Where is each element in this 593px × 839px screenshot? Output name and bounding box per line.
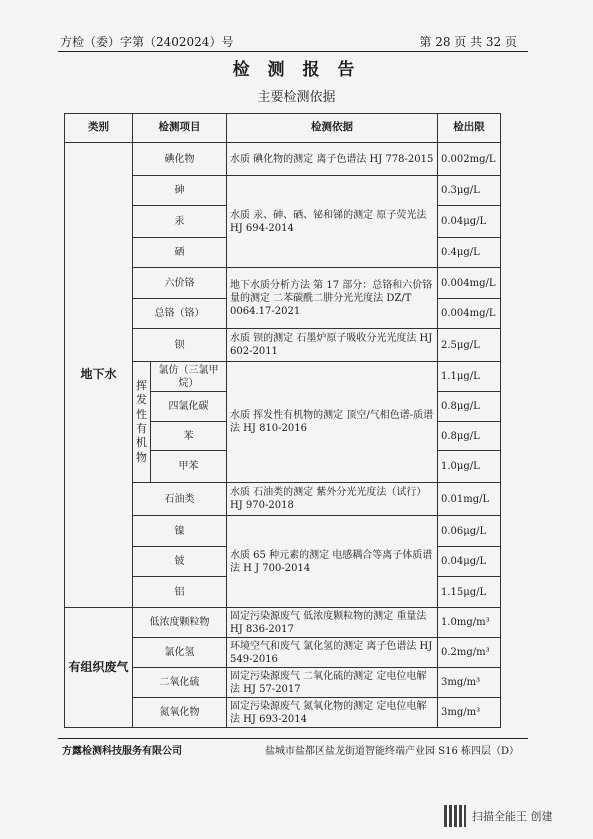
- basis-cell: 水质 汞、砷、硒、铋和锑的测定 原子荧光法 HJ 694-2014: [227, 176, 438, 268]
- basis-cell: 环境空气和废气 氯化氢的测定 离子色谱法 HJ 549-2016: [227, 638, 438, 668]
- limit-cell: 0.2mg/m³: [438, 638, 501, 668]
- item-cell: 二氧化硫: [133, 668, 227, 698]
- basis-cell: 固定污染源废气 低浓度颗粒物的测定 重量法 HJ 836-2017: [227, 608, 438, 638]
- report-subtitle: 主要检测依据: [257, 90, 336, 105]
- basis-cell: 水质 65 种元素的测定 电感耦合等离子体质谱法 H J 700-2014: [227, 516, 438, 608]
- report-number: 方检（委）字第（2402024）号: [60, 35, 234, 49]
- limit-cell: 2.5μg/L: [438, 329, 501, 362]
- item-cell: 碘化物: [133, 143, 227, 176]
- limit-cell: 0.004mg/L: [438, 299, 501, 329]
- company-name: 方露检测科技服务有限公司: [62, 746, 182, 757]
- limit-cell: 1.0μg/L: [438, 451, 501, 483]
- col-header-item: 检测项目: [133, 114, 227, 143]
- limit-cell: 3mg/m³: [438, 668, 501, 698]
- limit-cell: 3mg/m³: [438, 698, 501, 728]
- item-cell: 六价铬: [133, 268, 227, 299]
- item-cell: 镍: [133, 516, 227, 547]
- table-row: [65, 143, 501, 176]
- basis-cell: 水质 碘化物的测定 离子色谱法 HJ 778-2015: [227, 143, 438, 176]
- basis-table: [64, 113, 501, 728]
- group-cell: 挥发性有机物: [133, 362, 151, 483]
- item-cell: 甲苯: [151, 451, 227, 483]
- table-header-row: [65, 114, 501, 143]
- item-cell: 氮氧化物: [133, 698, 227, 728]
- item-cell: 苯: [151, 422, 227, 451]
- basis-cell: 水质 挥发性有机物的测定 顶空/气相色谱-质谱法 HJ 810-2016: [227, 362, 438, 483]
- limit-cell: 1.15μg/L: [438, 577, 501, 608]
- item-cell: 总铬（铬）: [133, 299, 227, 329]
- limit-cell: 0.01mg/L: [438, 483, 501, 516]
- page-info: 第 28 页 共 32 页: [419, 35, 517, 49]
- company-address: 盐城市盐都区盐龙街道智能终端产业园 S16 栋四层（D）: [265, 746, 519, 757]
- limit-cell: 0.4μg/L: [438, 238, 501, 268]
- basis-cell: 固定污染源废气 氮氧化物的测定 定电位电解法 HJ 693-2014: [227, 698, 438, 728]
- item-cell: 硒: [133, 238, 227, 268]
- item-cell: 钡: [133, 329, 227, 362]
- table-row: [65, 608, 501, 638]
- item-cell: 石油类: [133, 483, 227, 516]
- limit-cell: 0.04μg/L: [438, 206, 501, 238]
- basis-cell: 固定污染源废气 二氧化硫的测定 定电位电解法 HJ 57-2017: [227, 668, 438, 698]
- limit-cell: 0.3μg/L: [438, 176, 501, 206]
- item-cell: 四氯化碳: [151, 392, 227, 422]
- item-cell: 铍: [133, 547, 227, 577]
- category-cell: 地下水: [65, 143, 133, 608]
- col-header-limit: 检出限: [438, 114, 501, 143]
- limit-cell: 0.8μg/L: [438, 422, 501, 451]
- basis-cell: 地下水质分析方法 第 17 部分：总铬和六价铬量的测定 二苯碳酰二肼分光光度法 DZ/T 0064.17-2021: [227, 268, 438, 329]
- item-cell: 低浓度颗粒物: [133, 608, 227, 638]
- report-title: 检 测 报 告: [232, 60, 361, 80]
- basis-cell: 水质 钡的测定 石墨炉原子吸收分光光度法 HJ 602-2011: [227, 329, 438, 362]
- category-cell: 有组织废气: [65, 608, 133, 728]
- item-cell: 氯化氢: [133, 638, 227, 668]
- item-cell: 汞: [133, 206, 227, 238]
- header-rule: [58, 51, 528, 52]
- item-cell: 氯仿（三氯甲烷）: [151, 362, 227, 392]
- limit-cell: 0.002mg/L: [438, 143, 501, 176]
- limit-cell: 1.0mg/m³: [438, 608, 501, 638]
- scanner-watermark: 扫描全能王 创建: [472, 810, 553, 823]
- limit-cell: 0.06μg/L: [438, 516, 501, 547]
- limit-cell: 0.8μg/L: [438, 392, 501, 422]
- item-cell: 砷: [133, 176, 227, 206]
- qr-code-icon: [444, 805, 466, 827]
- limit-cell: 1.1μg/L: [438, 362, 501, 392]
- item-cell: 铝: [133, 577, 227, 608]
- col-header-category: 类别: [65, 114, 133, 143]
- limit-cell: 0.04μg/L: [438, 547, 501, 577]
- basis-cell: 水质 石油类的测定 紫外分光光度法（试行） HJ 970-2018: [227, 483, 438, 516]
- limit-cell: 0.004mg/L: [438, 268, 501, 299]
- footer-rule: [58, 738, 528, 739]
- col-header-basis: 检测依据: [227, 114, 438, 143]
